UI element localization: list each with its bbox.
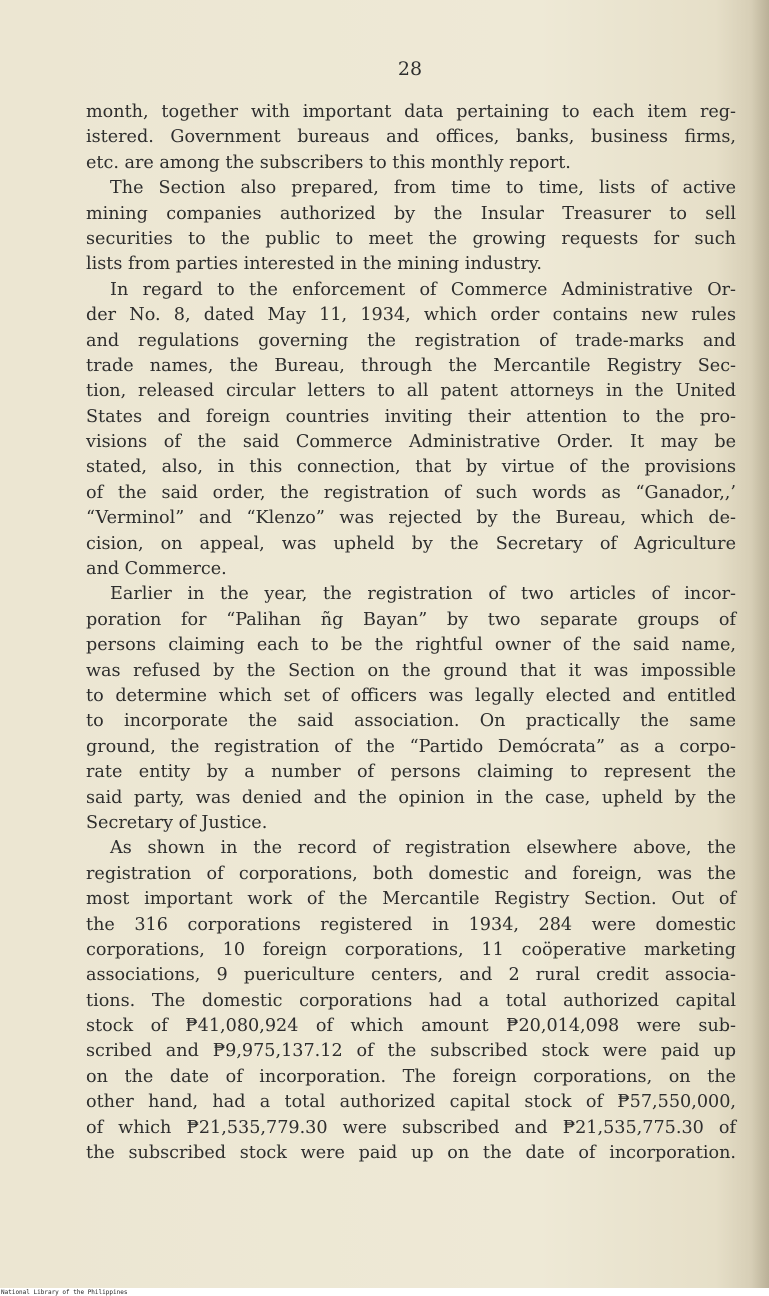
text-line: visions of the said Commerce Administrative Order. It may be [86, 432, 736, 453]
text-line: The Section also prepared, from time to time, lists of active [110, 178, 736, 199]
text-line: registration of corporations, both domestic and foreign, was the [86, 863, 736, 884]
text-line: corporations, 10 foreign corporations, 11 coöperative marketing [86, 939, 736, 960]
text-line: to determine which set of officers was legally elected and entitled [86, 685, 736, 706]
text-line: stock of ₱41,080,924 of which amount ₱20,014,098 were sub- [86, 1016, 736, 1037]
body-text [86, 100, 736, 1166]
text-line: etc. are among the subscribers to this monthly report. [86, 152, 571, 173]
text-line: securities to the public to meet the growing requests for such [86, 228, 736, 249]
text-line: tions. The domestic corporations had a total authorized capital [86, 990, 736, 1011]
text-line: “Verminol” and “Klenzo” was rejected by the Bureau, which de- [86, 508, 736, 529]
text-line: the subscribed stock were paid up on the date of incorporation. [86, 1143, 736, 1164]
text-line: ground, the registration of the “Partido Demócrata” as a corpo- [86, 736, 736, 757]
text-line: of the said order, the registration of such words as “Ganador,,’ [86, 482, 736, 503]
text-line: States and foreign countries inviting their attention to the pro- [86, 406, 736, 427]
paragraph [86, 836, 736, 1166]
text-line: on the date of incorporation. The foreign corporations, on the [86, 1066, 736, 1087]
text-line: said party, was denied and the opinion in the case, upheld by the [86, 787, 736, 808]
text-line: was refused by the Section on the ground that it was impossible [86, 660, 736, 681]
text-line: other hand, had a total authorized capital stock of ₱57,550,000, [86, 1092, 736, 1113]
text-line: and Commerce. [86, 559, 227, 580]
text-line: rate entity by a number of persons claiming to represent the [86, 762, 736, 783]
text-line: to incorporate the said association. On practically the same [86, 711, 736, 732]
page-number: 28 [397, 58, 423, 80]
paragraph [86, 176, 736, 278]
text-line: the 316 corporations registered in 1934, 284 were domestic [86, 914, 736, 935]
text-line: trade names, the Bureau, through the Mercantile Registry Sec- [86, 355, 736, 376]
text-line: and regulations governing the registration of trade-marks and [86, 330, 736, 351]
text-line: In regard to the enforcement of Commerce Administrative Or- [110, 279, 736, 300]
text-line: lists from parties interested in the mining industry. [86, 254, 542, 275]
text-line: der No. 8, dated May 11, 1934, which order contains new rules [86, 305, 736, 326]
text-line: most important work of the Mercantile Registry Section. Out of [86, 889, 736, 910]
paragraph [86, 278, 736, 583]
text-line: poration for “Palihan ñg Bayan” by two separate groups of [86, 609, 736, 630]
text-line: cision, on appeal, was upheld by the Secretary of Agriculture [86, 533, 736, 554]
text-line: associations, 9 puericulture centers, and 2 rural credit associa- [86, 965, 736, 986]
text-line: scribed and ₱9,975,137.12 of the subscribed stock were paid up [86, 1041, 736, 1062]
library-credit: National Library of the Philippines [1, 1289, 128, 1296]
text-line: As shown in the record of registration elsewhere above, the [110, 838, 736, 859]
text-line: mining companies authorized by the Insular Treasurer to sell [86, 203, 736, 224]
paragraph [86, 582, 736, 836]
text-line: istered. Government bureaus and offices, banks, business firms, [86, 127, 736, 148]
text-line: persons claiming each to be the rightful owner of the said name, [86, 635, 736, 656]
text-line: of which ₱21,535,779.30 were subscribed and ₱21,535,775.30 of [86, 1117, 736, 1138]
text-line: month, together with important data pertaining to each item reg- [86, 102, 736, 122]
text-line: tion, released circular letters to all patent attorneys in the United [86, 381, 736, 402]
text-line: Secretary of Justice. [86, 812, 268, 833]
paragraph [86, 100, 736, 176]
text-line: Earlier in the year, the registration of two articles of incor- [110, 584, 736, 605]
text-line: stated, also, in this connection, that by virtue of the provisions [86, 457, 736, 478]
